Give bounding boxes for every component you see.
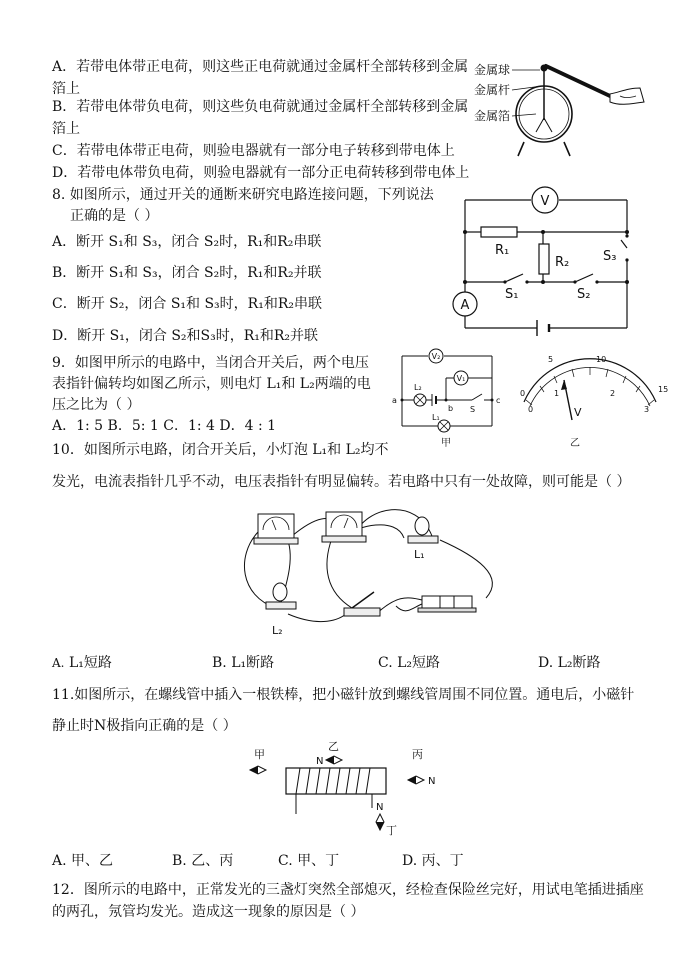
q7-option-c: C．若带电体带正电荷，则验电器就有一部分电子转移到带电体上 <box>52 143 455 159</box>
q11-n-ding: N <box>376 802 384 813</box>
q11-solenoid-figure <box>246 738 446 838</box>
electroscope-figure <box>472 58 652 158</box>
q11-label-yi: 乙 <box>328 740 339 753</box>
q8-r1-label: R₁ <box>495 243 510 258</box>
q9-b-label: b <box>448 404 454 413</box>
q11-option-d: D. 丙、丁 <box>402 853 464 869</box>
q10-option-c: C. L₂短路 <box>378 655 441 671</box>
q10-option-a: A. L₁短路 <box>52 655 112 671</box>
q8-option-a: A．断开 S₁和 S₃，闭合 S₂时，R₁和R₂串联 <box>52 234 322 250</box>
q8-s3-label: S₃ <box>603 249 617 264</box>
q12-stem-line1: 12．图所示的电路中，正常发光的三盏灯突然全部熄灭，经检查保险丝完好，用试电笔插进插座 <box>52 882 644 898</box>
q8-ammeter-label: A <box>460 298 470 313</box>
q10-option-d: D. L₂断路 <box>538 655 601 671</box>
dial-top-tick-0: 0 <box>520 389 526 398</box>
q9-a-label: a <box>392 396 397 405</box>
dial-top-tick-10: 10 <box>596 355 607 364</box>
dial-bottom-tick-2: 2 <box>610 389 616 398</box>
q11-stem-line2: 静止时N极指向正确的是（ ） <box>52 718 237 734</box>
q11-option-c: C. 甲、丁 <box>278 853 340 869</box>
q11-label-bing: 丙 <box>412 748 423 761</box>
q9-l2-label: L₂ <box>414 383 422 392</box>
q10-stem-line2: 发光，电流表指针几乎不动，电压表指针有明显偏转。若电路中只有一处故障，则可能是（ ） <box>52 474 631 490</box>
dial-unit: V <box>574 406 582 419</box>
q8-option-c: C．断开 S₂，闭合 S₁和 S₃时，R₁和R₂串联 <box>52 296 322 312</box>
q8-r2-label: R₂ <box>555 255 570 270</box>
q8-circuit-diagram <box>445 188 635 338</box>
label-metal-rod: 金属杆 <box>474 83 511 97</box>
dial-bottom-tick-1: 1 <box>554 389 560 398</box>
q10-stem-line1: 10．如图所示电路，闭合开关后，小灯泡 L₁和 L₂均不 <box>52 442 389 458</box>
q9-circuit-diagram <box>388 348 504 448</box>
q8-option-d: D．断开 S₁，闭合 S₂和S₃时，R₁和R₂并联 <box>52 328 319 344</box>
q9-v2-label: V₂ <box>431 352 441 361</box>
q8-stem-line1: 8. 如图所示，通过开关的通断来研究电路连接问题，下列说法 <box>52 187 434 203</box>
q10-option-b: B. L₁断路 <box>212 655 275 671</box>
dial-bottom-tick-3: 3 <box>644 405 650 414</box>
q12-stem-line2: 的两孔，氖管均发光。造成这一现象的原因是（ ） <box>52 904 365 920</box>
q9-voltmeter-dial <box>510 350 670 450</box>
dial-bottom-tick-0: 0 <box>528 405 534 414</box>
q9-stem-line1: 9．如图甲所示的电路中，当闭合开关后，两个电压 <box>52 355 369 371</box>
q9-caption-jia: 甲 <box>441 438 451 449</box>
q7-option-d: D．若带电体带负电荷，则验电器就有一部分正电荷转移到带电体上 <box>52 165 470 181</box>
q8-voltmeter-label: V <box>540 194 550 209</box>
q9-stem-line2: 表指针偏转均如图乙所示，则电灯 L₁和 L₂两端的电 <box>52 376 371 392</box>
q9-l1-label: L₁ <box>432 413 440 422</box>
q10-l2-label: L₂ <box>272 624 283 637</box>
q9-s-label: S <box>470 405 476 414</box>
q11-label-jia: 甲 <box>254 748 265 761</box>
q9-c-label: c <box>496 396 501 405</box>
dial-top-tick-15: 15 <box>658 385 669 394</box>
q11-option-b: B. 乙、丙 <box>172 853 234 869</box>
q10-l1-label: L₁ <box>414 548 425 561</box>
q11-option-a: A. 甲、乙 <box>52 853 114 869</box>
q11-stem-line1: 11.如图所示，在螺线管中插入一根铁棒，把小磁针放到螺线管周围不同位置。通电后，小磁针 <box>52 687 635 703</box>
q9-caption-yi: 乙 <box>570 438 580 449</box>
label-metal-foil: 金属箔 <box>474 109 511 123</box>
q7-option-a-line2: 箔上 <box>52 81 80 97</box>
q9-options: A．1: 5 B．5: 1 C．1: 4 D．4 : 1 <box>52 418 277 434</box>
q7-option-b-line1: B．若带电体带负电荷，则这些负电荷就通过金属杆全部转移到金属 <box>52 99 469 115</box>
label-metal-ball: 金属球 <box>474 63 511 77</box>
q11-label-ding: 丁 <box>386 824 397 837</box>
q9-stem-line3: 压之比为（ ） <box>52 397 141 413</box>
q9-v1-label: V₁ <box>456 374 466 383</box>
q8-option-b: B．断开 S₁和 S₃，闭合 S₂时，R₁和R₂并联 <box>52 265 322 281</box>
q10-circuit-picture <box>236 496 496 642</box>
q8-s2-label: S₂ <box>577 287 591 302</box>
q7-option-a-line1: A．若带电体带正电荷，则这些正电荷就通过金属杆全部转移到金属 <box>52 59 469 75</box>
q11-n-yi: N <box>316 756 324 767</box>
q8-stem-line2: 正确的是（ ） <box>70 208 159 224</box>
dial-top-tick-5: 5 <box>548 355 554 364</box>
q11-n-bing: N <box>428 776 436 787</box>
q8-s1-label: S₁ <box>505 287 519 302</box>
q7-option-b-line2: 箔上 <box>52 121 80 137</box>
